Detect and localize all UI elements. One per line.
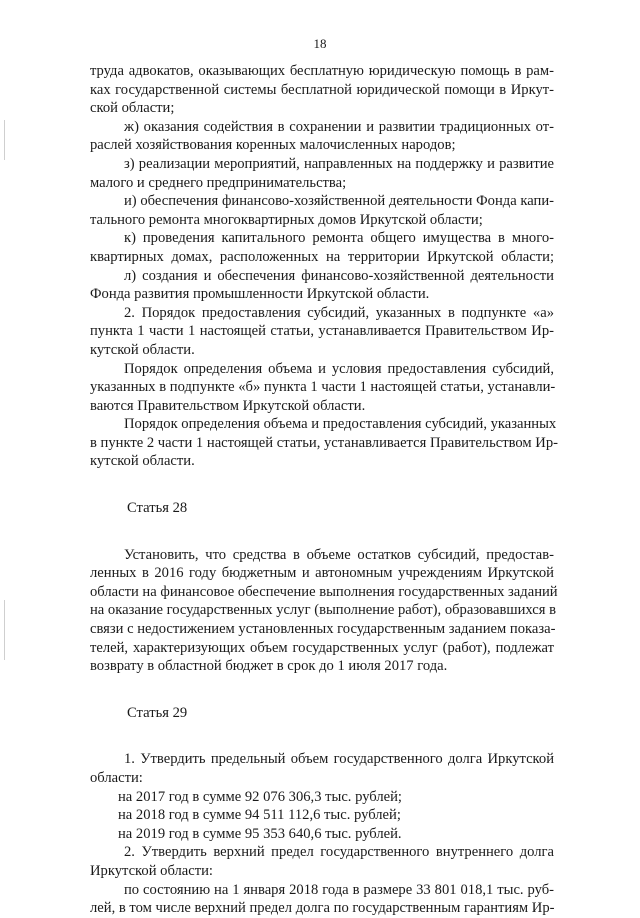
text-line: на 2019 год в сумме 95 353 640,6 тыс. рублей. bbox=[118, 825, 402, 842]
text-line: возврату в областной бюджет в срок до 1 июля 2017 года. bbox=[90, 658, 448, 675]
text-line: раслей хозяйствования коренных малочисленных народов; bbox=[90, 137, 456, 154]
text-line: тального ремонта многоквартирных домов Иркутской области; bbox=[90, 211, 483, 228]
scan-edge-mark bbox=[4, 600, 5, 660]
text-line: труда адвокатов, оказывающих бесплатную юридическую помощь в рам- bbox=[90, 63, 554, 79]
text-line: 1. Утвердить предельный объем государственного долга Иркутской bbox=[124, 751, 554, 768]
text-line: телей, характеризующих объем государственных услуг (работ), подлежат bbox=[90, 639, 554, 656]
spacer bbox=[90, 471, 554, 499]
article-heading: Статья 28 bbox=[127, 500, 188, 517]
text-line: и) обеспечения финансово-хозяйственной деятельности Фонда капи- bbox=[124, 193, 554, 210]
text-line: Фонда развития промышленности Иркутской области. bbox=[90, 286, 430, 303]
text-line: ленных в 2016 году бюджетным и автономным учреждениям Иркутской bbox=[90, 565, 554, 582]
text-line: области: bbox=[90, 770, 143, 786]
article-heading: Статья 29 bbox=[127, 704, 188, 721]
text-line: на оказание государственных услуг (выполнение работ), образовавшихся в bbox=[90, 602, 557, 619]
text-line: к) проведения капитального ремонта общего имущества в много- bbox=[124, 230, 554, 247]
text-line: в пункте 2 части 1 настоящей статьи, устанавливается Правительством Ир- bbox=[90, 434, 558, 451]
text-line: кутской области. bbox=[90, 453, 195, 470]
text-line: квартирных домах, расположенных на территории Иркутской области; bbox=[90, 248, 554, 265]
text-line: области на финансовое обеспечение выполнения государственных заданий bbox=[90, 583, 558, 600]
text-line: по состоянию на 1 января 2018 года в размере 33 801 018,1 тыс. руб- bbox=[124, 881, 554, 898]
text-line: Порядок определения объема и предоставления субсидий, указанных bbox=[124, 416, 557, 433]
text-line: Установить, что средства в объеме остатков субсидий, предостав- bbox=[124, 546, 554, 563]
text-line: л) создания и обеспечения финансово-хозяйственной деятельности bbox=[124, 267, 554, 284]
text-line: указанных в подпункте «б» пункта 1 части 1 настоящей статьи, устанавли- bbox=[90, 379, 556, 396]
spacer bbox=[90, 722, 554, 750]
text-line: кутской области. bbox=[90, 341, 195, 358]
text-line: на 2018 год в сумме 94 511 112,6 тыс. рублей; bbox=[118, 807, 401, 824]
text-line: з) реализации мероприятий, направленных на поддержку и развитие bbox=[124, 155, 554, 172]
text-line: на 2017 год в сумме 92 076 306,3 тыс. рублей; bbox=[118, 788, 402, 805]
spacer bbox=[90, 518, 554, 546]
text-line: ж) оказания содействия в сохранении и развитии традиционных от- bbox=[124, 118, 554, 135]
document-body bbox=[90, 62, 558, 918]
text-line: ской области; bbox=[90, 100, 175, 117]
text-line: Порядок определения объема и условия предоставления субсидий, bbox=[124, 360, 554, 377]
scan-edge-mark bbox=[4, 120, 5, 160]
text-line: малого и среднего предпринимательства; bbox=[90, 174, 347, 191]
text-line: 2. Порядок предоставления субсидий, указанных в подпункте «а» bbox=[124, 304, 554, 321]
text-line: лей, в том числе верхний предел долга по государственным гарантиям Ир- bbox=[90, 900, 555, 917]
text-line: связи с недостижением установленных государственным заданием показа- bbox=[90, 621, 556, 638]
text-line: ваются Правительством Иркутской области. bbox=[90, 397, 366, 414]
text-line: Иркутской области: bbox=[90, 862, 213, 879]
spacer bbox=[90, 676, 554, 704]
page-number: 18 bbox=[313, 36, 327, 51]
text-line: ках государственной системы бесплатной юридической помощи в Иркут- bbox=[90, 81, 554, 98]
text-line: 2. Утвердить верхний предел государственного внутреннего долга bbox=[124, 844, 554, 861]
text-line: пункта 1 части 1 настоящей статьи, устанавливается Правительством Ир- bbox=[90, 323, 554, 340]
